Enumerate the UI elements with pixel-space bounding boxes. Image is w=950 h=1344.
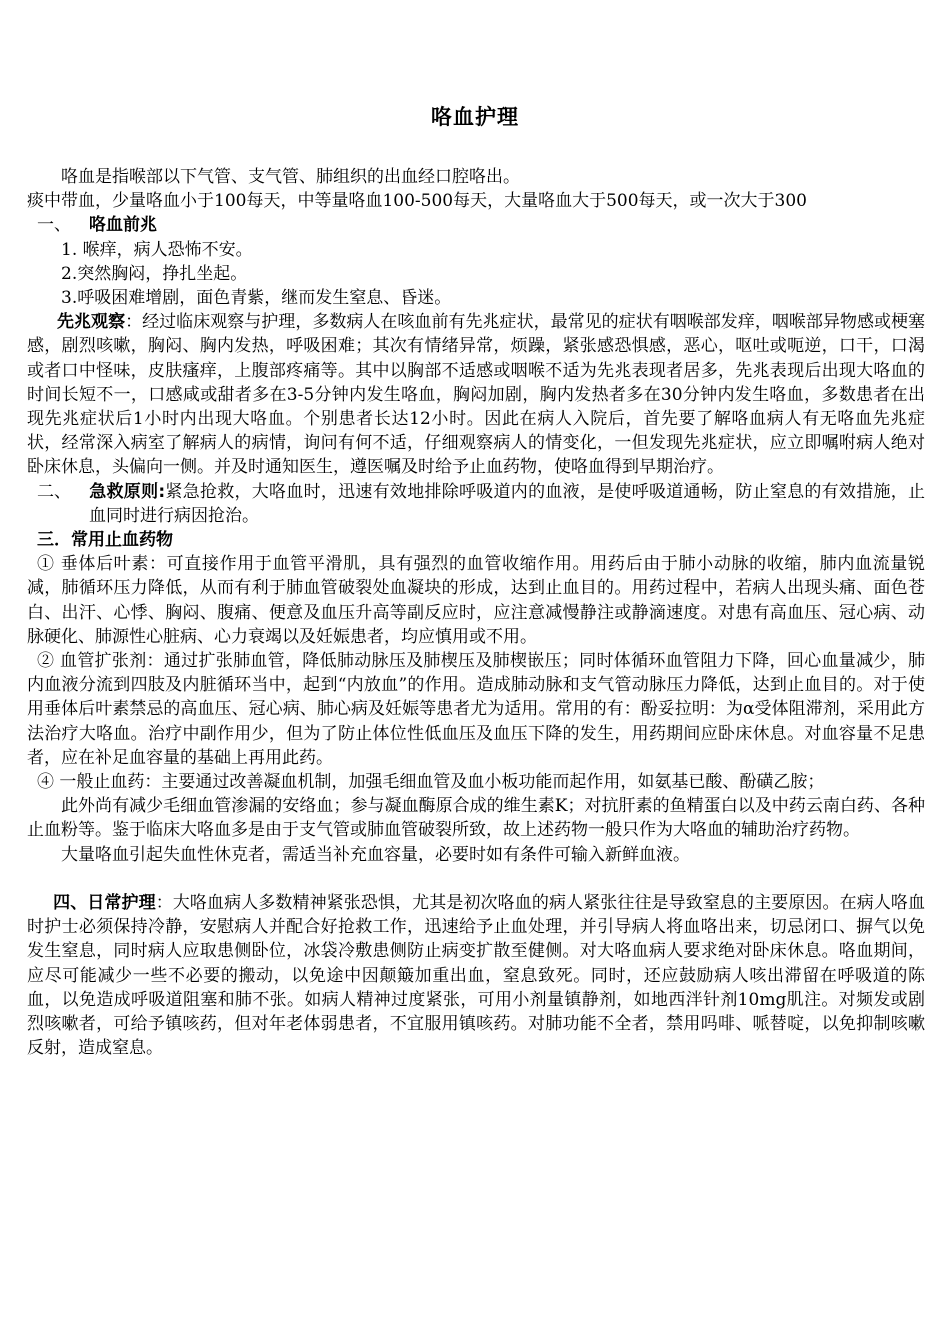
list-item: 3.呼吸困难增剧，面色青紫，继而发生窒息、昏迷。 (61, 288, 452, 309)
section-1-title: 咯血前兆 (89, 215, 157, 236)
section-1-heading (27, 213, 925, 237)
section-4-title: 四、日常护理 (53, 892, 156, 913)
intro-line: 咯血是指喉部以下气管、支气管、肺组织的出血经口腔咯出。 (61, 167, 520, 187)
document-body (27, 165, 925, 1060)
section-4-paragraph (27, 891, 925, 1060)
section-2-paragraph (27, 480, 925, 528)
section-4-text: 大咯血病人多数精神紧张恐惧，尤其是初次咯血的病人紧张往往是导致窒息的主要原因。在病人咯血时护士必须保持冷静，安慰病人并配合好抢救工作，迅速给予止血处理，并引导病人将血咯出来，切忌闭口、摒气以免发生窒息，同时病人应取患侧卧位，冰袋冷敷患侧防止病变扩散至健侧。对大咯血病人要求绝对卧床休息。咯血期间，应尽可能减少一些不必要的搬动，以免途中因颠簸加重出血，窒息致死。同时，还应鼓励病人咳出滞留在呼吸道的陈血，以免造成呼吸道阻塞和肺不张。如病人精神过度紧张，可用小剂量镇静剂，如地西泮针剂10mg肌注。对频发或剧烈咳嗽者，可给予镇咳药，但对年老体弱患者，不宜服用镇咳药。对肺功能不全者，禁用吗啡、哌替啶，以免抑制咳嗽反射，造成窒息。 (27, 892, 926, 1059)
spacer (27, 867, 925, 891)
observation-text: 经过临床观察与护理，多数病人在咳血前有先兆症状，最常见的症状有咽喉部发痒，咽喉部异物感或梗塞感，剧烈咳嗽，胸闷、胸内发热，呼吸困难；其次有情绪异常，烦躁，紧张感恐惧感，恶心，呕吐或呃逆，口干，口渴或者口中怪味，皮肤瘙痒，上腹部疼痛等。其中以胸部不适感或咽喉不适为先兆表现者居多，先兆表现后出现大咯血的时间长短不一，口感咸或甜者多在3-5分钟内发生咯血，胸闷加剧，胸内发热者多在30分钟内发生咯血，多数患者在出现先兆症状后1小时内出现大咯血。个别患者长达12小时。因此在病人入院后，首先要了解咯血病人有无咯血先兆症状，经常深入病室了解病人的病情，询问有何不适，仔细观察病人的情变化，一但发现先兆症状，应立即嘱咐病人绝对卧床休息，头偏向一侧。并及时通知医生，遵医嘱及时给予止血药物，使咯血得到早期治疗。 (27, 312, 926, 478)
prodrome-list (27, 238, 925, 311)
drug-paragraph: ② 血管扩张剂：通过扩张肺血管，降低肺动脉压及肺楔压及肺楔嵌压；同时体循环血管阻力下降，回心血量减少，肺内血液分流到四肢及内脏循环当中，起到“内放血”的作用。造成肺动脉和支气管动脉压力降低，达到止血目的。对于使用垂体后叶素禁忌的高血压、冠心病、肺心病及妊娠等患者尤为适用。常用的有：酚妥拉明：为α受体阻滞剂，采用此方法治疗大咯血。治疗中副作用少，但为了防止体位性低血压及血压下降的发生，用药期间应卧床休息。对血容量不足患者，应在补足血容量的基础上再用此药。 (27, 651, 925, 768)
observation-paragraph (27, 310, 925, 479)
observation-colon: ： (125, 312, 143, 333)
section-2-text: 紧急抢救，大咯血时，迅速有效地排除呼吸道内的血液，是使呼吸道通畅，防止窒息的有效措施，止血同时进行病因抢治。 (89, 481, 925, 526)
section-3-title: 三．常用止血药物 (37, 530, 173, 551)
section-2-number: 二、 (37, 481, 71, 502)
observation-label: 先兆观察 (57, 312, 126, 333)
page-title: 咯血护理 (431, 105, 519, 129)
drug-paragraph: 大量咯血引起失血性休克者，需适当补充血容量，必要时如有条件可输入新鲜血液。 (61, 844, 690, 865)
drug-paragraph: 此外尚有减少毛细血管渗漏的安络血；参与凝血酶原合成的维生素K；对抗肝素的鱼精蛋白以及中药云南白药、各种止血粉等。鉴于临床大咯血多是由于支气管或肺血管破裂所致，故上述药物一般只作为大咯血的辅助治疗药物。 (27, 796, 925, 841)
section-2-title: 急救原则: (89, 481, 166, 502)
drug-paragraph: ④ 一般止血药：主要通过改善凝血机制，加强毛细血管及血小板功能而起作用，如氨基已酸、酚磺乙胺； (37, 772, 825, 793)
list-item: 1. 喉痒，病人恐怖不安。 (61, 239, 253, 260)
drug-paragraph: ① 垂体后叶素：可直接作用于血管平滑肌，具有强烈的血管收缩作用。用药后由于肺小动脉的收缩，肺内血流量锐减，肺循环压力降低，从而有利于肺血管破裂处血凝块的形成，达到止血目的。用药过程中，若病人出现头痛、面色苍白、出汗、心悸、胸闷、腹痛、便意及血压升高等副反应时，应注意减慢静注或静滴速度。对患有高血压、冠心病、动脉硬化、肺源性心脏病、心力衰竭以及妊娠患者，均应慎用或不用。 (27, 554, 925, 647)
section-1-number: 一、 (37, 215, 71, 236)
section-4-colon: ： (155, 892, 173, 913)
intro-definition: 痰中带血，少量咯血小于100每天，中等量咯血100-500每天，大量咯血大于500每天，或一次大于300 (27, 191, 807, 212)
list-item: 2.突然胸闷，挣扎坐起。 (61, 263, 248, 284)
